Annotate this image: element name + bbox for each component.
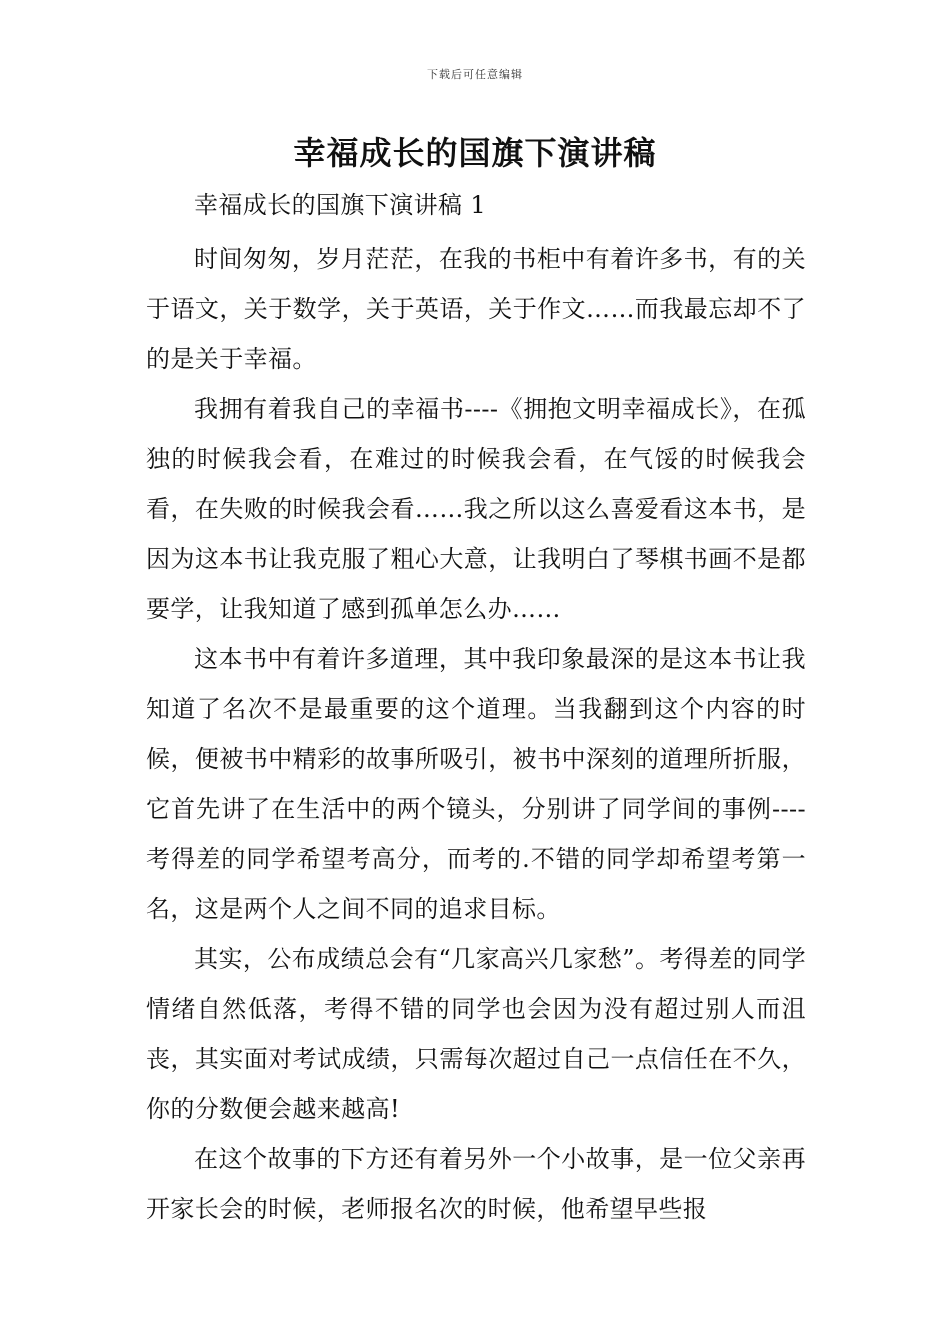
- header-note: 下载后可任意编辑: [427, 68, 523, 81]
- paragraph-4: 其实，公布成绩总会有“几家高兴几家愁”。考得差的同学情绪自然低落，考得不错的同学也会因为没有超过别人而沮丧，其实面对考试成绩，只需每次超过自己一点信任在不久，你的分数便会越来越高!: [146, 945, 806, 1123]
- document-body: [146, 180, 806, 1234]
- paragraph-1: 时间匆匆，岁月茫茫，在我的书柜中有着许多书，有的关于语文，关于数学，关于英语，关于作文……而我最忘却不了的是关于幸福。: [146, 245, 806, 373]
- paragraph-5: 在这个故事的下方还有着另外一个小故事，是一位父亲再开家长会的时候，老师报名次的时候，他希望早些报: [146, 1145, 806, 1223]
- document-title: 幸福成长的国旗下演讲稿: [293, 134, 657, 172]
- section-heading: 幸福成长的国旗下演讲稿 1: [194, 191, 487, 219]
- paragraph-2: 我拥有着我自己的幸福书----《拥抱文明幸福成长》，在孤独的时候我会看，在难过的时候我会看，在气馁的时候我会看，在失败的时候我会看……我之所以这么喜爱看这本书，是因为这本书让我克服了粗心大意，让我明白了琴棋书画不是都要学，让我知道了感到孤单怎么办……: [146, 395, 806, 623]
- paragraph-3: 这本书中有着许多道理，其中我印象最深的是这本书让我知道了名次不是最重要的这个道理。当我翻到这个内容的时候，便被书中精彩的故事所吸引，被书中深刻的道理所折服，它首先讲了在生活中的两个镜头，分别讲了同学间的事例----考得差的同学希望考高分，而考的.不错的同学却希望考第一名，这是两个人之间不同的追求目标。: [146, 645, 806, 923]
